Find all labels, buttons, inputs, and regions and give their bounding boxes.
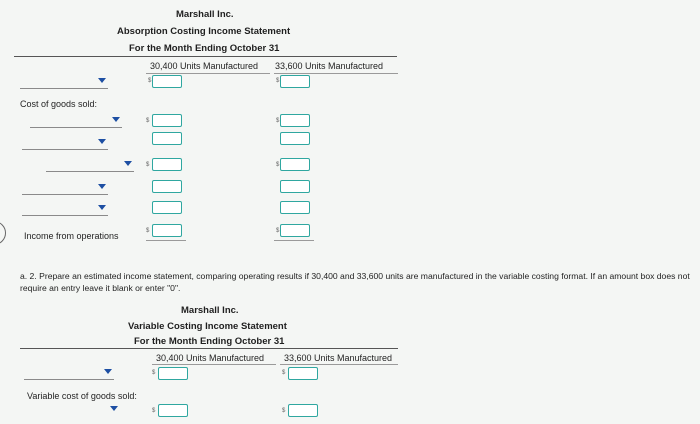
absorption-cogs5-col2-input[interactable] [280,201,310,214]
absorption-cogs4-col1-input[interactable] [152,180,182,193]
absorption-header-rule [14,56,397,57]
variable-period: For the Month Ending October 31 [134,336,285,347]
currency-symbol: $ [146,118,150,124]
absorption-cogs-select-1[interactable] [30,113,122,128]
absorption-cogs3-col2-input[interactable] [280,158,310,171]
absorption-total-rule [274,240,314,241]
absorption-col2-rule [274,73,398,74]
variable-row1-col2-input[interactable] [288,367,318,380]
currency-symbol: $ [276,118,280,124]
variable-cogs1-col2-input[interactable] [288,404,318,417]
chevron-down-icon [98,205,106,210]
chevron-down-icon [98,184,106,189]
chevron-down-icon [124,161,132,166]
currency-symbol: $ [148,78,152,84]
absorption-title: Absorption Costing Income Statement [117,26,291,37]
absorption-cogs3-col1-input[interactable] [152,158,182,171]
variable-header-rule [20,348,398,349]
variable-col1-rule [152,364,276,365]
variable-title: Variable Costing Income Statement [128,321,287,332]
absorption-period: For the Month Ending October 31 [129,43,280,54]
variable-col2-header: 33,600 Units Manufactured [284,353,393,363]
cost-of-goods-sold-label: Cost of goods sold: [20,99,98,109]
absorption-cogs1-col1-input[interactable] [152,114,182,127]
absorption-cogs-select-2[interactable] [22,135,108,150]
absorption-col1-rule [146,73,270,74]
currency-symbol: $ [146,228,150,234]
chevron-down-icon [104,369,112,374]
absorption-col1-header: 30,400 Units Manufactured [150,61,259,71]
indicator-circle-icon [0,221,6,245]
chevron-down-icon [98,78,106,83]
absorption-cogs-select-4[interactable] [22,180,108,195]
absorption-cogs2-col1-input[interactable] [152,132,182,145]
currency-symbol: $ [146,162,150,168]
absorption-cogs-select-3[interactable] [46,157,134,172]
income-from-operations-label: Income from operations [24,231,119,241]
instruction-text: a. 2. Prepare an estimated income statement, comparing operating results if 30,400 and 33,600 units are manufactured in the variable costing format. If an amount box does not require an entry leave it blank or enter "0". [20,271,690,293]
variable-col1-header: 30,400 Units Manufactured [156,353,265,363]
absorption-row1-col2-input[interactable] [280,75,310,88]
absorption-cogs2-col2-input[interactable] [280,132,310,145]
absorption-income-col2-input[interactable] [280,224,310,237]
currency-symbol: $ [276,78,280,84]
variable-cogs1-col1-input[interactable] [158,404,188,417]
absorption-company: Marshall Inc. [176,9,234,20]
absorption-col2-header: 33,600 Units Manufactured [275,61,384,71]
variable-row1-col1-input[interactable] [158,367,188,380]
variable-col2-rule [280,364,398,365]
currency-symbol: $ [152,370,156,376]
absorption-cogs-select-5[interactable] [22,201,108,216]
variable-cogs-label: Variable cost of goods sold: [27,391,137,401]
absorption-row1-col1-input[interactable] [152,75,182,88]
currency-symbol: $ [282,408,286,414]
chevron-down-icon [110,406,118,411]
absorption-row1-select[interactable] [20,74,108,89]
variable-company: Marshall Inc. [181,305,239,316]
currency-symbol: $ [282,370,286,376]
variable-cogs-select-1[interactable] [30,402,120,416]
chevron-down-icon [112,117,120,122]
variable-row1-select[interactable] [24,365,114,380]
absorption-cogs5-col1-input[interactable] [152,201,182,214]
currency-symbol: $ [276,228,280,234]
absorption-total-rule [146,240,186,241]
chevron-down-icon [98,139,106,144]
absorption-cogs1-col2-input[interactable] [280,114,310,127]
absorption-income-col1-input[interactable] [152,224,182,237]
currency-symbol: $ [276,162,280,168]
absorption-cogs4-col2-input[interactable] [280,180,310,193]
currency-symbol: $ [152,408,156,414]
